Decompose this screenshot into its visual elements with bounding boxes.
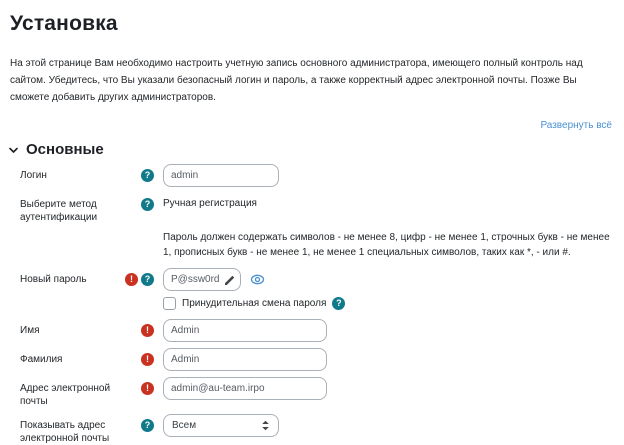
force-password-change-checkbox[interactable] <box>163 297 176 310</box>
edit-pencil-icon[interactable] <box>224 273 235 291</box>
password-field-wrapper <box>163 268 241 291</box>
general-form <box>20 164 612 445</box>
email-visibility-label: Показывать адрес электронной почты <box>20 420 110 444</box>
new-password-label: Новый пароль <box>20 274 87 285</box>
section-header-general[interactable] <box>8 141 612 158</box>
form-row-lastname <box>20 348 612 371</box>
page-title: Установка <box>10 12 118 35</box>
password-policy-hint: Пароль должен содержать символов - не менее 8, цифр - не менее 1, строчных букв - не менее 1, прописных букв - не менее 1, не менее 1 специальных символов, таких как *, - или #. <box>163 232 610 258</box>
required-icon: ! <box>141 382 154 395</box>
intro-text: На этой странице Вам необходимо настроить учетную запись основного администратора, имеющего полный контроль над сайтом. Убедитесь, что Вы указали безопасный логин и пароль, а также корректный адрес электронной почты. Позже Вы сможете добавить других администраторов. <box>10 58 583 103</box>
help-icon[interactable]: ? <box>141 198 154 211</box>
show-password-eye-icon[interactable] <box>250 272 265 287</box>
required-icon: ! <box>125 273 138 286</box>
lastname-label: Фамилия <box>20 354 63 365</box>
help-icon[interactable]: ? <box>141 169 154 182</box>
firstname-input[interactable] <box>163 319 327 342</box>
form-row-new-password <box>20 268 612 291</box>
password-hint-row <box>163 230 612 260</box>
form-row-auth-method <box>20 193 612 224</box>
select-arrows-icon <box>261 420 270 431</box>
force-password-change-row <box>163 297 612 310</box>
email-visibility-select[interactable] <box>163 414 279 437</box>
section-title: Основные <box>26 141 104 158</box>
login-label: Логин <box>20 170 47 181</box>
help-icon[interactable]: ? <box>332 297 345 310</box>
chevron-down-icon <box>8 145 19 156</box>
expand-all-row <box>10 120 612 131</box>
help-icon[interactable]: ? <box>141 273 154 286</box>
auth-method-label: Выберите метод аутентификации <box>20 199 98 223</box>
email-label: Адрес электронной почты <box>20 383 111 407</box>
expand-all-link[interactable]: Развернуть всё <box>540 120 612 131</box>
login-input[interactable] <box>163 164 279 187</box>
required-icon: ! <box>141 353 154 366</box>
form-row-email-visibility <box>20 414 612 445</box>
help-icon[interactable]: ? <box>141 419 154 432</box>
form-row-email <box>20 377 612 408</box>
lastname-input[interactable] <box>163 348 327 371</box>
form-row-login <box>20 164 612 187</box>
auth-method-value: Ручная регистрация <box>163 198 257 209</box>
email-visibility-selected-value: Всем <box>172 420 197 431</box>
firstname-label: Имя <box>20 325 40 336</box>
force-password-change-label[interactable]: Принудительная смена пароля <box>182 298 327 309</box>
form-row-firstname <box>20 319 612 342</box>
email-input[interactable] <box>163 377 327 400</box>
required-icon: ! <box>141 324 154 337</box>
